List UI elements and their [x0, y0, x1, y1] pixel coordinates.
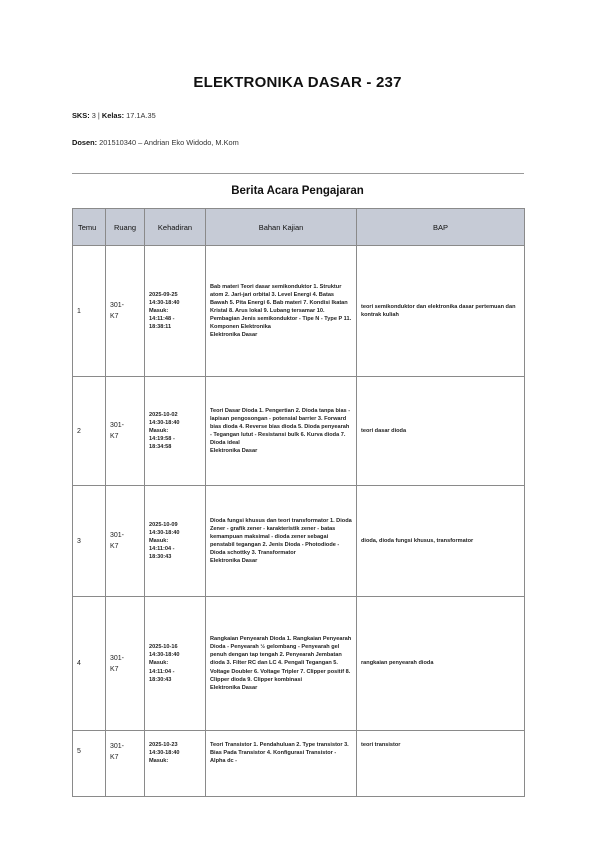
table-row [73, 246, 525, 377]
header-ruang: Ruang [106, 209, 145, 246]
cell-bap: rangkaian penyearah dioda [357, 597, 525, 731]
course-title: ELEKTRONIKA DASAR - 237 [193, 74, 402, 91]
cell-ruang: 301- K7 [106, 246, 145, 377]
header-temu: Temu [73, 209, 106, 246]
header-kehadiran: Kehadiran [145, 209, 206, 246]
cell-kehadiran: 2025-09-25 14:30-18:40 Masuk: 14:11:48 - 18:38:11 [145, 246, 206, 377]
cell-kehadiran: 2025-10-09 14:30-18:40 Masuk: 14:11:04 - 18:30:43 [145, 486, 206, 597]
cell-bap: teori semikonduktor dan elektronika dasar pertemuan dan kontrak kuliah [357, 246, 525, 377]
table-row [73, 597, 525, 731]
cell-bap: dioda, dioda fungsi khusus, transformator [357, 486, 525, 597]
sks-value: 3 [91, 111, 96, 120]
meta-separator: | [97, 111, 100, 120]
cell-ruang: 301- K7 [106, 731, 145, 797]
cell-bap: teori dasar dioda [357, 377, 525, 486]
kelas-value: 17.1A.35 [126, 111, 156, 120]
section-title: Berita Acara Pengajaran [231, 185, 364, 197]
table-row [73, 377, 525, 486]
dosen-label: Dosen: [72, 138, 98, 147]
cell-ruang: 301- K7 [106, 377, 145, 486]
cell-bahan-kajian: Bab materi Teori dasar semikonduktor 1. Struktur atom 2. Jari-jari orbital 3. Level Energi 4. Batas Bawah 5. Pita Energi 6. Bab materi 7. Kondisi Ikatan Kristal 8. Arus lokal 9. Lubang tersamar 10. Pembagian Jenis semikonduktor - Tipe N - Type P 11. Komponen Elektronika Elektronika Dasar [206, 246, 357, 377]
section-divider [72, 173, 524, 174]
sks-label: SKS: [72, 111, 90, 120]
cell-temu: 5 [73, 731, 106, 797]
table-row [73, 486, 525, 597]
teaching-log-table [72, 208, 525, 797]
cell-bahan-kajian: Rangkaian Penyearah Dioda 1. Rangkaian Penyearah Dioda - Penyearah ½ gelombang - Penyearah gel penuh dengan tap tengah 2. Penyearah Jembatan dioda 3. Filter RC dan LC 4. Pengali Tegangan 5. Voltage Doubler 6. Voltage Tripler 7. Clipper positif 8. Clipper dioda 9. Clipper kombinasi Elektronika Dasar [206, 597, 357, 731]
cell-kehadiran: 2025-10-16 14:30-18:40 Masuk: 14:11:04 - 18:30:43 [145, 597, 206, 731]
cell-temu: 3 [73, 486, 106, 597]
cell-temu: 4 [73, 597, 106, 731]
cell-kehadiran: 2025-10-23 14:30-18:40 Masuk: [145, 731, 206, 797]
dosen-value: 201510340 – Andrian Eko Widodo, M.Kom [99, 138, 239, 147]
table-header-row [73, 209, 525, 246]
header-bap: BAP [357, 209, 525, 246]
cell-temu: 2 [73, 377, 106, 486]
cell-ruang: 301- K7 [106, 486, 145, 597]
cell-bahan-kajian: Teori Dasar Dioda 1. Pengertian 2. Dioda tanpa bias - lapisan pengosongan - potensial barrier 3. Forward bias dioda 4. Reverse bias dioda 5. Dioda penyearah - Tegangan lutut - Resistansi bulk 6. Kurva dioda 7. Dioda ideal Elektronika Dasar [206, 377, 357, 486]
cell-ruang: 301- K7 [106, 597, 145, 731]
cell-temu: 1 [73, 246, 106, 377]
table-row [73, 731, 525, 797]
lecturer-line [72, 138, 239, 147]
cell-kehadiran: 2025-10-02 14:30-18:40 Masuk: 14:19:58 - 18:34:58 [145, 377, 206, 486]
cell-bap: teori transistor [357, 731, 525, 797]
course-meta [72, 111, 156, 120]
header-bahan-kajian: Bahan Kajian [206, 209, 357, 246]
kelas-label: Kelas: [101, 111, 125, 120]
cell-bahan-kajian: Dioda fungsi khusus dan teori transformator 1. Dioda Zener - grafik zener - karakteristik zener - batas kemampuan maksimal - dioda zener sebagai penstabil tegangan 2. Jenis Dioda - Photodiode - Dioda schottky 3. Transformator Elektronika Dasar [206, 486, 357, 597]
cell-bahan-kajian: Teori Transistor 1. Pendahuluan 2. Type transistor 3. Bias Pada Transistor 4. Konfigurasi Transistor - Alpha dc - [206, 731, 357, 797]
